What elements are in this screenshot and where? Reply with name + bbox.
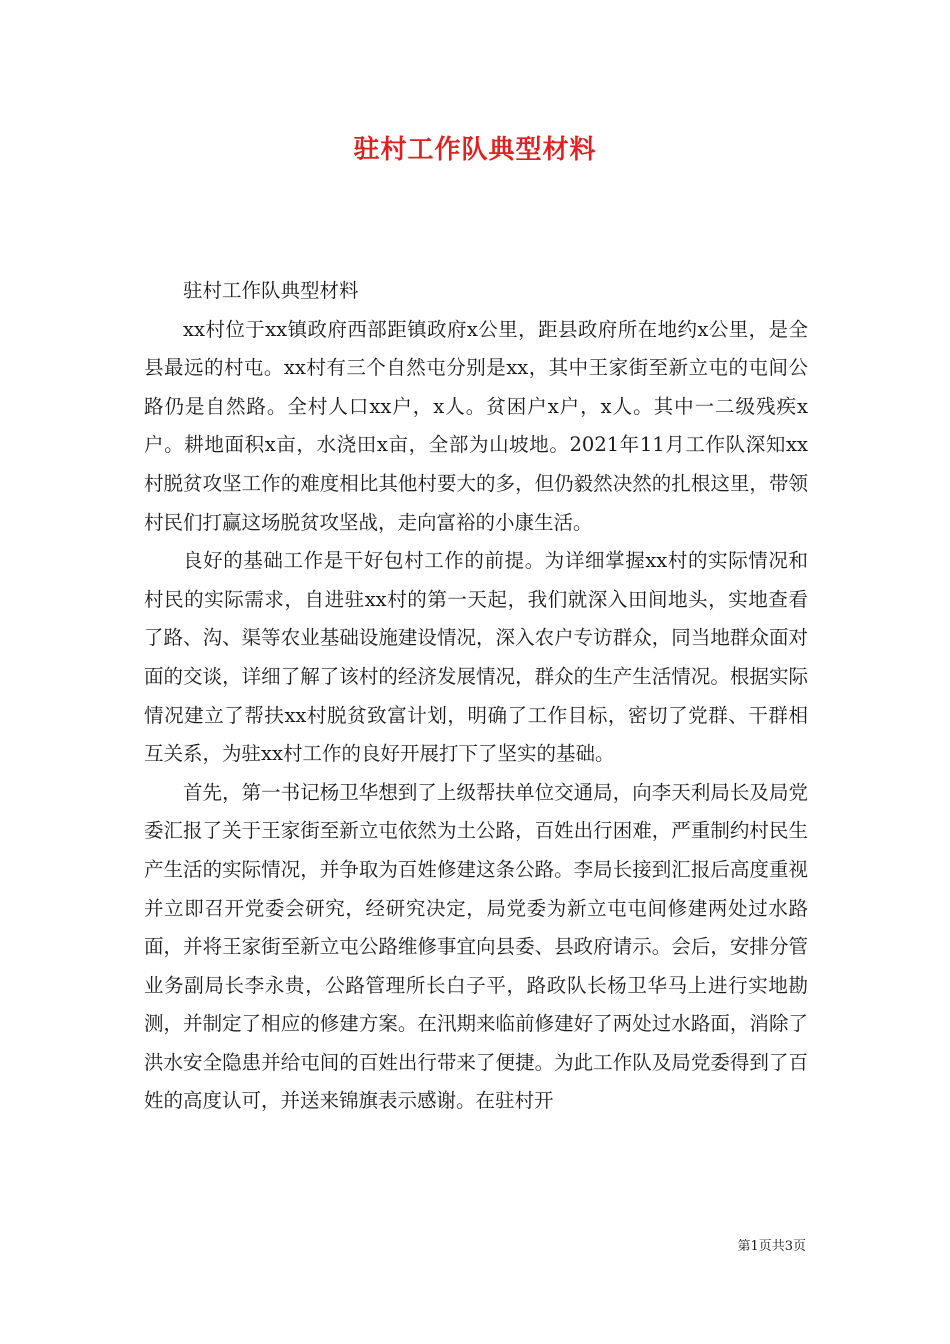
page-number: 第1页共3页 (737, 1239, 806, 1254)
page-title: 驻村工作队典型材料 (353, 135, 597, 165)
paragraph-heading: 驻村工作队典型材料 (183, 279, 359, 302)
paragraph-road-construction: 首先，第一书记杨卫华想到了上级帮扶单位交通局，向李天利局长及局党委汇报了关于王家街至新立屯依然为土公路，百姓出行困难，严重制约村民生产生活的实际情况，并争取为百姓修建这条公路。李局长接到汇报后高度重视并立即召开党委会研究，经研究决定，局党委为新立屯屯间修建两处过水路面，并将王家街至新立屯公路维修事宜向县委、县政府请示。会后，安排分管业务副局长李永贵，公路管理所长白子平，路政队长杨卫华马上进行实地勘测，并制定了相应的修建方案。在汛期来临前修建好了两处过水路面，消除了洪水安全隐患并给屯间的百姓出行带来了便捷。为此工作队及局党委得到了百姓的高度认可，并送来锦旗表示感谢。在驻村开 (144, 780, 808, 1113)
paragraph-village-overview: xx村位于xx镇政府西部距镇政府x公里，距县政府所在地约x公里，是全县最远的村屯。xx村有三个自然屯分别是xx，其中王家街至新立屯的屯间公路仍是自然路。全村人口xx户，x人。贫困户x户，x人。其中一二级残疾x户。耕地面积x亩，水浇田x亩，全部为山坡地。2021年11月工作队深知xx村脱贫攻坚工作的难度相比其他村要大的多，但仍毅然决然的扎根这里，带领村民们打赢这场脱贫攻坚战，走向富裕的小康生活。 (144, 317, 808, 534)
document-body (144, 272, 808, 1121)
paragraph-groundwork: 良好的基础工作是干好包村工作的前提。为详细掌握xx村的实际情况和村民的实际需求，自进驻xx村的第一天起，我们就深入田间地头，实地查看了路、沟、渠等农业基础设施建设情况，深入农户专访群众，同当地群众面对面的交谈，详细了解了该村的经济发展情况，群众的生产生活情况。根据实际情况建立了帮扶xx村脱贫致富计划，明确了工作目标，密切了党群、干群相互关系，为驻xx村工作的良好开展打下了坚实的基础。 (144, 549, 808, 766)
